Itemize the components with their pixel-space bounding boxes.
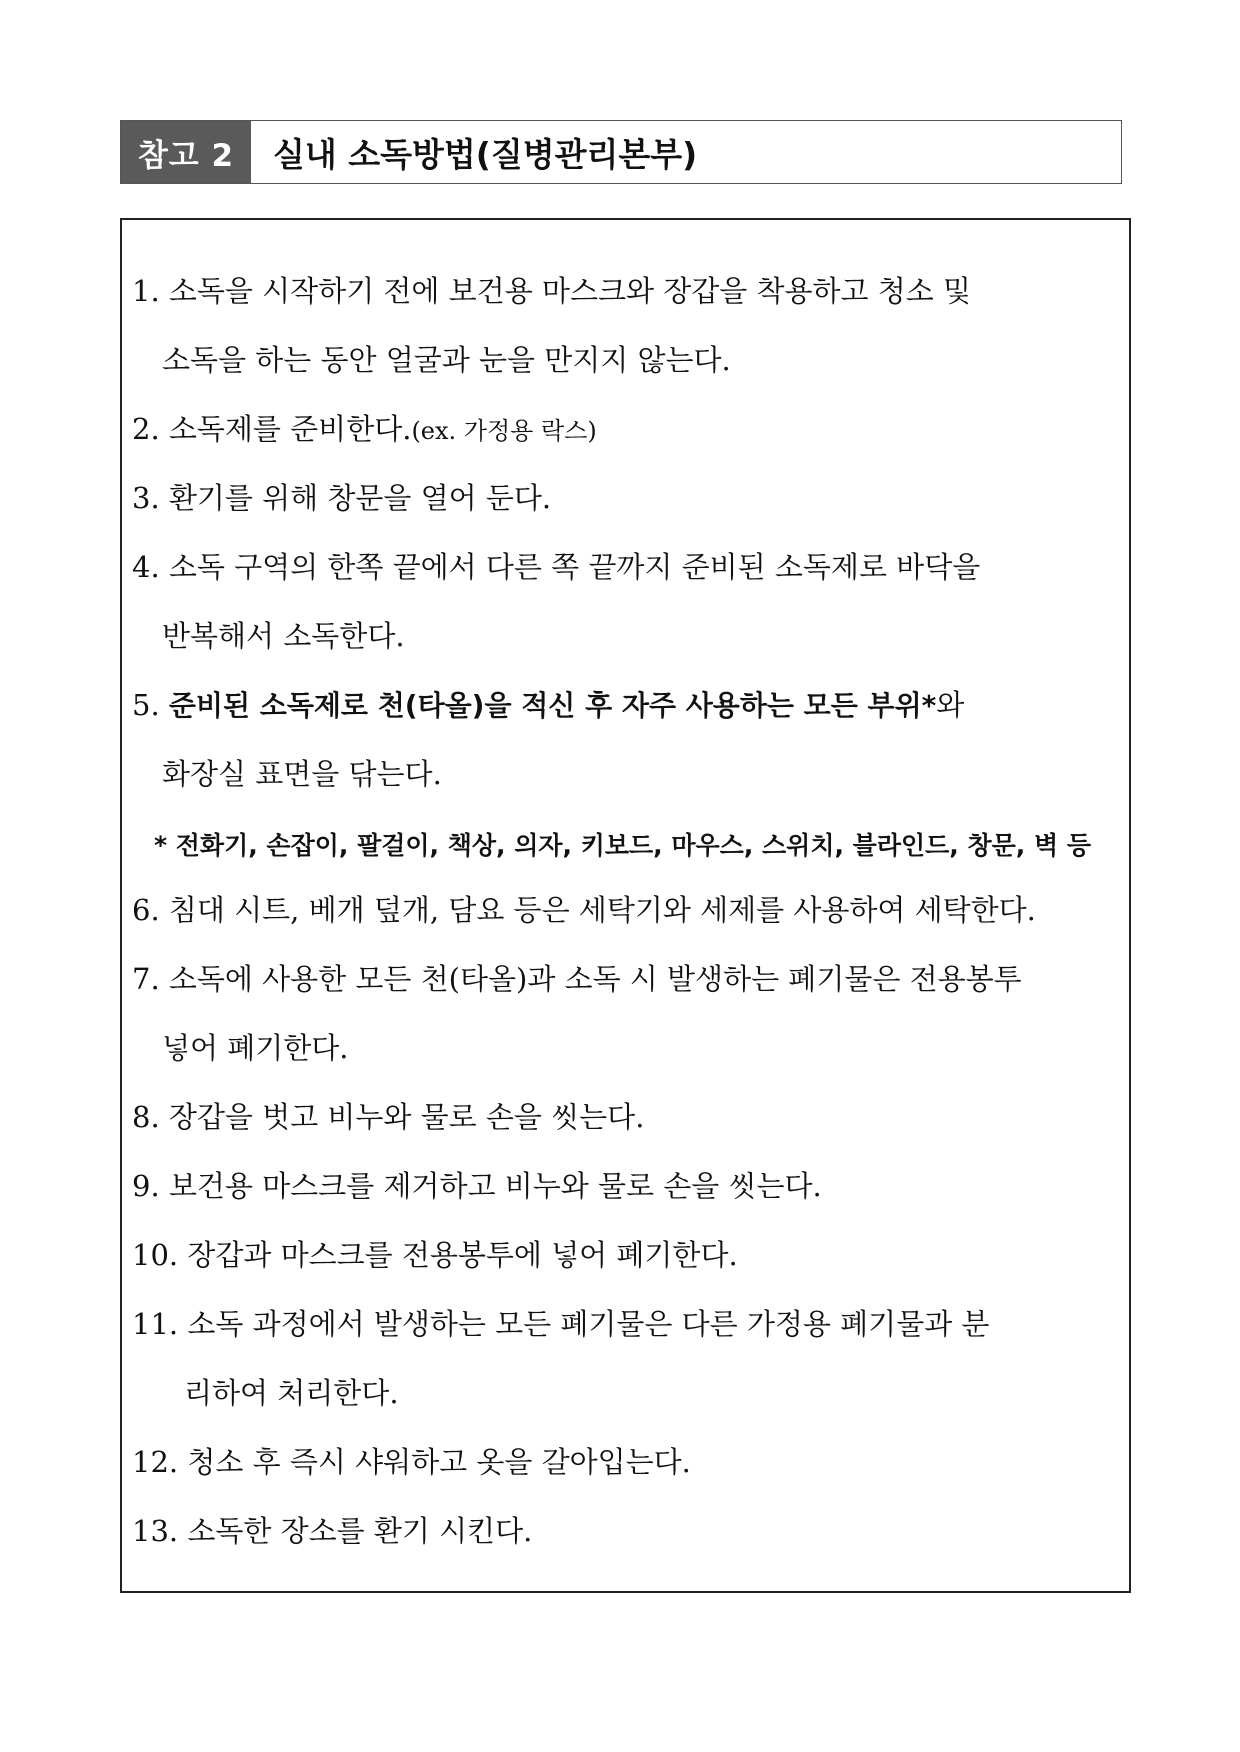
list-item-9 [132,1168,1119,1204]
list-item-9-text: 9. 보건용 마스크를 제거하고 비누와 물로 손을 씻는다. [132,1169,822,1203]
list-item-12-text: 12. 청소 후 즉시 샤워하고 옷을 갈아입는다. [132,1445,691,1479]
list-item-11-line-1: 11. 소독 과정에서 발생하는 모든 폐기물은 다른 가정용 폐기물과 분 [132,1307,990,1341]
list-item-5 [132,687,1119,724]
list-item-4-line-2: 반복해서 소독한다. [162,619,405,653]
list-item-11-line-2: 리하여 처리한다. [184,1376,399,1410]
list-item-12 [132,1444,1119,1480]
list-item-6-text: 6. 침대 시트, 베개 덮개, 담요 등은 세탁기와 세제를 사용하여 세탁한다. [132,893,1036,927]
list-item-2 [132,411,1119,449]
list-item-4 [132,549,1119,585]
list-item-1-line-1: 1. 소독을 시작하기 전에 보건용 마스크와 장갑을 착용하고 청소 및 [132,274,971,308]
list-item-2-example: (ex. 가정용 락스) [411,417,597,445]
page-title: 실내 소독방법(질병관리본부) [273,134,698,174]
list-item-7-line-2: 넣어 폐기한다. [162,1031,349,1065]
list-item-11 [132,1306,1119,1342]
list-item-5-tail: 와 [936,688,965,722]
list-item-2-text: 2. 소독제를 준비한다. [132,412,412,446]
list-item-3 [132,480,1119,516]
list-item-13 [132,1513,1119,1549]
list-item-13-text: 13. 소독한 장소를 환기 시킨다. [132,1514,533,1548]
list-item-3-text: 3. 환기를 위해 창문을 열어 둔다. [132,481,552,515]
list-item-10 [132,1237,1119,1273]
content-box [120,218,1131,1593]
list-item-7-line-1: 7. 소독에 사용한 모든 천(타올)과 소독 시 발생하는 폐기물은 전용봉투 [132,962,1022,996]
reference-tag: 참고 2 [121,121,251,183]
list-item-6 [132,892,1119,928]
list-item-7 [132,961,1119,997]
list-item-4-cont [162,618,1119,654]
list-item-8-text: 8. 장갑을 벗고 비누와 물로 손을 씻는다. [132,1100,645,1134]
list-item-4-line-1: 4. 소독 구역의 한쪽 끝에서 다른 쪽 끝까지 준비된 소독제로 바닥을 [132,550,981,584]
list-item-5-number: 5. [132,688,160,722]
list-item-7-cont [162,1030,1119,1066]
list-item-8 [132,1099,1119,1135]
list-item-1-cont [162,342,1119,378]
section-header [120,120,1122,184]
list-item-1 [132,273,1119,309]
list-item-11-cont [184,1375,1119,1411]
list-item-5-emphasis: 준비된 소독제로 천(타올)을 적신 후 자주 사용하는 모든 부위* [168,689,937,722]
footnote-text: * 전화기, 손잡이, 팔걸이, 책상, 의자, 키보드, 마우스, 스위치, 블라인드, 창문, 벽 등 [154,831,1091,860]
list-item-10-text: 10. 장갑과 마스크를 전용봉투에 넣어 폐기한다. [132,1238,738,1272]
footnote [154,826,1119,864]
list-item-5-cont [162,756,1119,792]
list-item-1-line-2: 소독을 하는 동안 얼굴과 눈을 만지지 않는다. [162,343,731,377]
list-item-5-line-2: 화장실 표면을 닦는다. [162,757,442,791]
